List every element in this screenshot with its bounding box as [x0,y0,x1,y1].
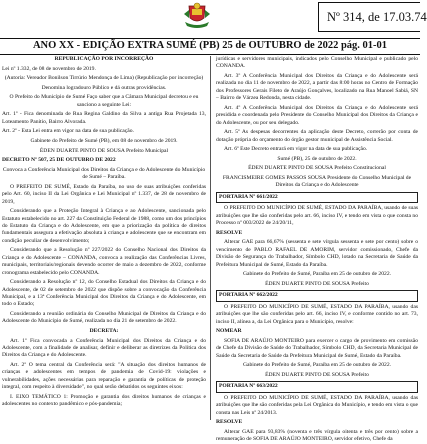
left-paragraph: REPUBLICAÇÃO POR INCORREÇÃO [54,56,154,62]
left-paragraph: Art. 2º - Esta Lei entra em vigor na data de sua publicação. [2,128,134,135]
right-paragraph: RESOLVE [216,419,243,426]
right-paragraph: PORTARIA Nº 663/2022 [216,381,418,392]
left-paragraph: Gabinete do Prefeito de Sumé (PB), em 08 de novembro de 2019. [30,137,178,144]
right-paragraph: PORTARIA Nº 661/2022 [216,192,418,203]
column-divider [210,56,211,420]
right-paragraph: NOMEAR [216,328,242,335]
left-paragraph: Considerando a reunião ordinária do Conselho Municipal de Direitos da Criança e do Adolescente do Município de Sumé, realizada no dia 21 de setembro de 2022. [2,311,206,325]
left-paragraph: Art. 2º O tema central da Conferência será: "A situação dos direitos humanos de crianças e adolescentes em tempos de pandemia de Covid-19: violações e vulnerabilidades, ações necessárias para reparação e garantia de políticas de proteção integral, com respeito à diversidade", no qual serão debatidos os seguintes eixos: [2,362,206,391]
right-paragraph: Art. 5º As despesas decorrentes da aplicação deste Decreto, correrão por conta de dotação própria do orçamento do órgão gestor municipal de Assistência Social. [216,129,418,143]
right-paragraph: O PREFEITO DO MUNICÍPIO DE SUMÉ, ESTADO DA PARAÍBA, usando das atribuições que lhe são conferidas pela Lei Orgânica do Município, e tendo em vista o que consta nas Leis nº 24/2013. [216,394,418,416]
right-paragraph: ÉDEN DUARTE PINTO DE SOUSA Prefeito [265,280,369,287]
left-paragraph: Convoca a Conferência Municipal dos Direitos da Criança e do Adolescente do Município de Sumé – Paraíba. [2,166,206,181]
right-paragraph: Art. 4º A Conferência Municipal dos Direitos da Criança e do Adolescente será presidida e coordenada pelo Presidente do Conselho Municipal dos Direitos da Criança e do Adolescente, ou por seu delegado. [216,104,418,126]
right-paragraph: O PREFEITO DO MUNICÍPIO DE SUMÉ, ESTADO DA PARAÍBA, usando das atribuições que lhe são conferidas pelo art. 66, inciso IV, e conforme contido no art. 73, inciso II, alínea a, da Lei Orgânica para o Município, resolve: [216,303,418,325]
right-column [216,56,418,443]
left-paragraph: ÉDEN DUARTE PINTO DE SOUSA Prefeito Municipal [39,147,169,154]
right-paragraph: Alterar GAE para 66,67% (sessenta e sete vírgula sessenta e sete por cento) sobre o vencimento de PABLO RAFAEL DE AMORIM, servidor comissionado, Chefe da Divisão de Segurança do Trabalhador, Símbolo CHD, lotado na Secretaria de Saúde da Prefeitura Municipal de Sumé, Estado da Paraíba. [216,239,418,268]
right-paragraph: SOFIA DE ARAÚJO MONTEIRO para exercer o cargo de provimento em comissão de Chefe da Divisão de Saúde do Trabalhador, Símbolo CHD, da Secretaria Municipal de Saúde da Secretaria de Saúde da Prefeitura Municipal de Sumé, Estado da Paraíba. [216,337,418,359]
right-paragraph: ÉDEN DUARTE PINTO DE SOUSA Prefeito [265,371,369,378]
right-paragraph: O PREFEITO DO MUNICÍPIO DE SUMÉ, ESTADO DA PARAÍBA, usando de suas atribuições que lhe são conferidas pelo art. 66, inciso IV, e tendo em vista o que consta no Processo nº 003/2022 de 24/20/11, [216,205,418,227]
right-paragraph: jurídicas e servidores municipais, indicados pelo Conselho Municipal e publicado pelo CONANDA. [216,56,418,70]
left-paragraph: DECRETO Nº 507, 25 DE OUTUBRO DE 2022 [2,157,116,164]
right-paragraph: FRANCISMEIRE GOMES PASSOS SOUSA Presidente do Conselho Municipal de Direitos da Criança e do Adolescente [222,175,412,189]
left-paragraph: Considerando que a Resolução nº 227/2022 do Conselho Nacional dos Direitos da Criança e do Adolescente – CONANDA, convoca a realização das Conferências Livres, municipais, territoriais/regionais devendo ocorrer de maio a dezembro de 2022, conforme cronograma estabelecido pelo CONANDA. [2,247,206,276]
left-paragraph: O Prefeito do Município de Sumé Faço saber que a Câmara Municipal decretou e eu sanciono a seguinte Lei: [9,94,199,108]
left-paragraph: (Autoria: Vereador Bonilson Tirrúrio Mendonça de Lima) (Republicação por incorreção) [4,75,204,82]
right-paragraph: Art. 3º A Conferência Municipal dos Direitos da Criança e do Adolescente será realizada no dia 11 de novembro de 2022, a partir das 8:00 horas no Centro de Formação dos Professores Gerais Fileto de Araújo Gonçalves, localizado na Rua Manoel Sabiá, SN – Bairro de Várzea Redonda, nesta cidade. [216,73,418,102]
left-paragraph: O PREFEITO DE SUMÉ, Estado da Paraíba, no uso de suas atribuições conferidas pelo Art. 60, inciso II da Lei Orgânica e Lei Municipal nº 1.337, de 28 de novembro de 2019, [2,183,206,205]
right-paragraph: Alterar GAE para 93,83% (noventa e três vírgula oitenta e três por cento) sobre a remuneração de SOFIA DE ARAÚJO MONTEIRO, servidor efetivo, Chefe da [216,428,418,443]
header-rule-bottom [0,54,420,55]
left-column [2,56,206,420]
municipal-emblem-icon [182,2,212,28]
right-paragraph: Sumé (PB), 25 de outubro de 2022. [277,155,357,162]
left-paragraph: Lei nº 1.332, de 08 de novembro de 2019. [2,65,96,72]
left-paragraph: DECRETA: [89,328,119,334]
issue-number-box: Nº 314, de 17.03.74 [318,2,420,32]
right-paragraph: ÉDEN DUARTE PINTO DE SOUSA Prefeito Constitucional [248,165,386,172]
left-paragraph: I. EIXO TEMÁTICO 1: Promoção e garantia dos direitos humanos de crianças e adolescentes no contexto pandêmico e pós-pandemia; [2,393,206,408]
right-paragraph: Art. 6º Este Decreto entrará em vigor na data de sua publicação. [224,146,368,153]
right-paragraph: Gabinete do Prefeito de Sumé, Paraíba em 25 de outubro de 2022. [242,362,392,369]
right-paragraph: Gabinete do Prefeito de Sumé, Paraíba em 25 de outubro de 2022. [242,271,392,278]
left-paragraph: Art. 1º Fica convocada a Conferência Municipal dos Direitos da Criança e do Adolescente, com a finalidade de analisar, definir e deliberar as diretrizes da Política dos Direitos da Criança e do Adolescente. [2,337,206,359]
right-paragraph: PORTARIA Nº 662/2022 [216,290,418,301]
right-paragraph: RESOLVE [216,229,243,236]
left-paragraph: Considerando a Resolução nº 12, do Conselho Estadual dos Direitos da Criança e do Adolescente, de 02 de setembro de 2022 que dispõe sobre a convocação da Conferência Municipal, e a 13ª Conferência Municipal dos Direitos da Criança e do Adolescente, em todo o Estado; [2,279,206,308]
left-paragraph: Art. 1º - Fica denominada de Rua Regina Galdino da Silva a antiga Rua Projetada 13, Loteamento Panitio, Bairro Alvorada. [2,111,206,125]
left-paragraph: Considerando que a Proteção Integral à Criança e ao Adolescente, sancionada pelo Estatuto estabelecido no art. 227 da Constituição Federal de 1988, como um dos princípios do Estatuto da Criança e do Adolescente, em que a priorização da política de direitos fundamentais assegura a efetivação absoluta à criança e adolescente que se encontram em condição peculiar de desenvolvimento; [2,208,206,244]
left-paragraph: Denomina logradouro Público e dá outras providências. [41,84,167,91]
edition-line: ANO XX - EDIÇÃO EXTRA SUMÉ (PB) 25 de OUTUBRO de 2022 pág. 01-01 [32,40,388,51]
